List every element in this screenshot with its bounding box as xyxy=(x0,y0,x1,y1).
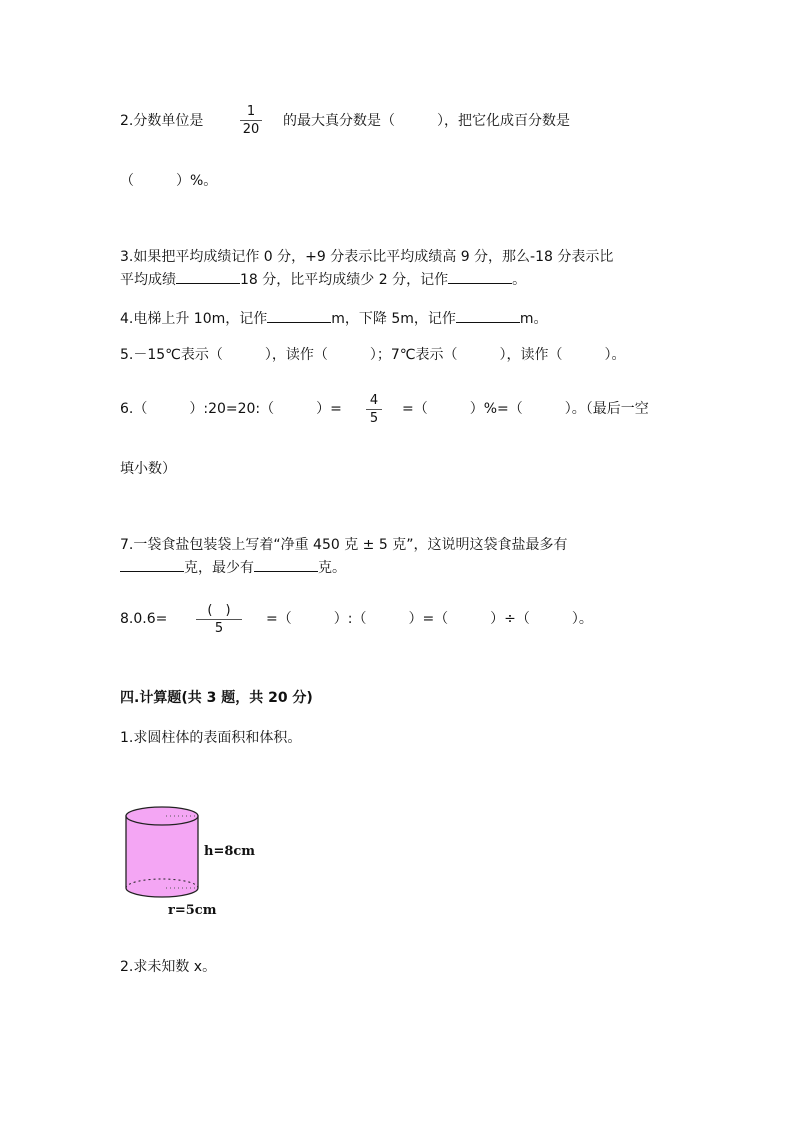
q2-fraction-denominator: 20 xyxy=(242,122,260,137)
q4-line xyxy=(120,308,548,328)
q3-line1: 3.如果把平均成绩记作 0 分，+9 分表示比平均成绩高 9 分，那么-18 分表示比 xyxy=(120,249,614,265)
q4-c: m。 xyxy=(519,311,548,327)
q7-blank-2[interactable] xyxy=(254,557,318,572)
q6-a: 6.（ ）:20=20:（ ）= xyxy=(120,401,342,417)
q6-line2: 填小数） xyxy=(120,461,176,477)
q4-b: m，下降 5m，记作 xyxy=(331,311,456,327)
fraction-bar xyxy=(366,409,382,410)
q5-line: 5.－15℃表示（ ），读作（ ）；7℃表示（ ），读作（ ）。 xyxy=(120,347,626,363)
q8-b: =（ ）:（ ）=（ ）÷（ ）。 xyxy=(266,611,593,627)
fraction-bar xyxy=(196,619,242,620)
q8-line-rest xyxy=(266,610,593,628)
q2-prefix: 2.分数单位是 xyxy=(120,113,204,129)
q3-line2-b: 18 分，比平均成绩少 2 分，记作 xyxy=(240,272,449,288)
section-heading: 四.计算题(共 3 题，共 20 分) xyxy=(120,690,313,706)
calc-question-1: 1.求圆柱体的表面积和体积。 xyxy=(120,730,302,746)
q2-line1 xyxy=(120,112,203,130)
height-label: h=8cm xyxy=(204,844,256,859)
q7-blank-1[interactable] xyxy=(120,557,184,572)
q6-fraction xyxy=(366,393,382,426)
q4-a: 4.电梯上升 10m，记作 xyxy=(120,311,268,327)
q4-blank-1[interactable] xyxy=(267,308,331,323)
cylinder-body xyxy=(126,816,198,897)
q6-b: =（ ）%=（ ）。（最后一空 xyxy=(402,401,649,417)
radius-label: r=5cm xyxy=(168,903,217,918)
q3-blank-1[interactable] xyxy=(176,269,240,284)
q2-line1-rest xyxy=(283,112,570,130)
q2-fraction-numerator: 1 xyxy=(246,104,256,119)
q8-fraction-numerator: ( ) xyxy=(207,603,231,618)
q7-line1: 7.一袋食盐包装袋上写着“净重 450 克 ± 5 克”，这说明这袋食盐最多有 xyxy=(120,537,568,553)
q7-line2 xyxy=(120,557,346,577)
cylinder-top xyxy=(126,807,198,825)
q6-line1 xyxy=(120,400,342,418)
cylinder-figure xyxy=(118,800,258,920)
q8-a: 8.0.6= xyxy=(120,611,168,627)
q3-line2-a: 平均成绩 xyxy=(120,272,176,288)
fraction-bar xyxy=(240,120,262,121)
q2-middle: 的最大真分数是（ ），把它化成百分数是 xyxy=(283,113,570,129)
q6-fraction-numerator: 4 xyxy=(369,393,379,408)
q2-line2: （ ）%。 xyxy=(120,173,218,189)
q8-fraction xyxy=(196,603,242,636)
q2-fraction xyxy=(240,104,262,137)
q7-line2-c: 克。 xyxy=(318,560,346,576)
calc-question-2: 2.求未知数 x。 xyxy=(120,959,217,975)
q6-line1-rest xyxy=(402,400,649,418)
q8-line xyxy=(120,610,167,628)
q3-line2-c: 。 xyxy=(512,272,527,288)
q3-blank-2[interactable] xyxy=(448,269,512,284)
q6-fraction-denominator: 5 xyxy=(369,411,379,426)
q8-fraction-denominator: 5 xyxy=(214,621,224,636)
q3-line2 xyxy=(120,269,526,289)
q4-blank-2[interactable] xyxy=(456,308,520,323)
q7-line2-b: 克，最少有 xyxy=(184,560,254,576)
